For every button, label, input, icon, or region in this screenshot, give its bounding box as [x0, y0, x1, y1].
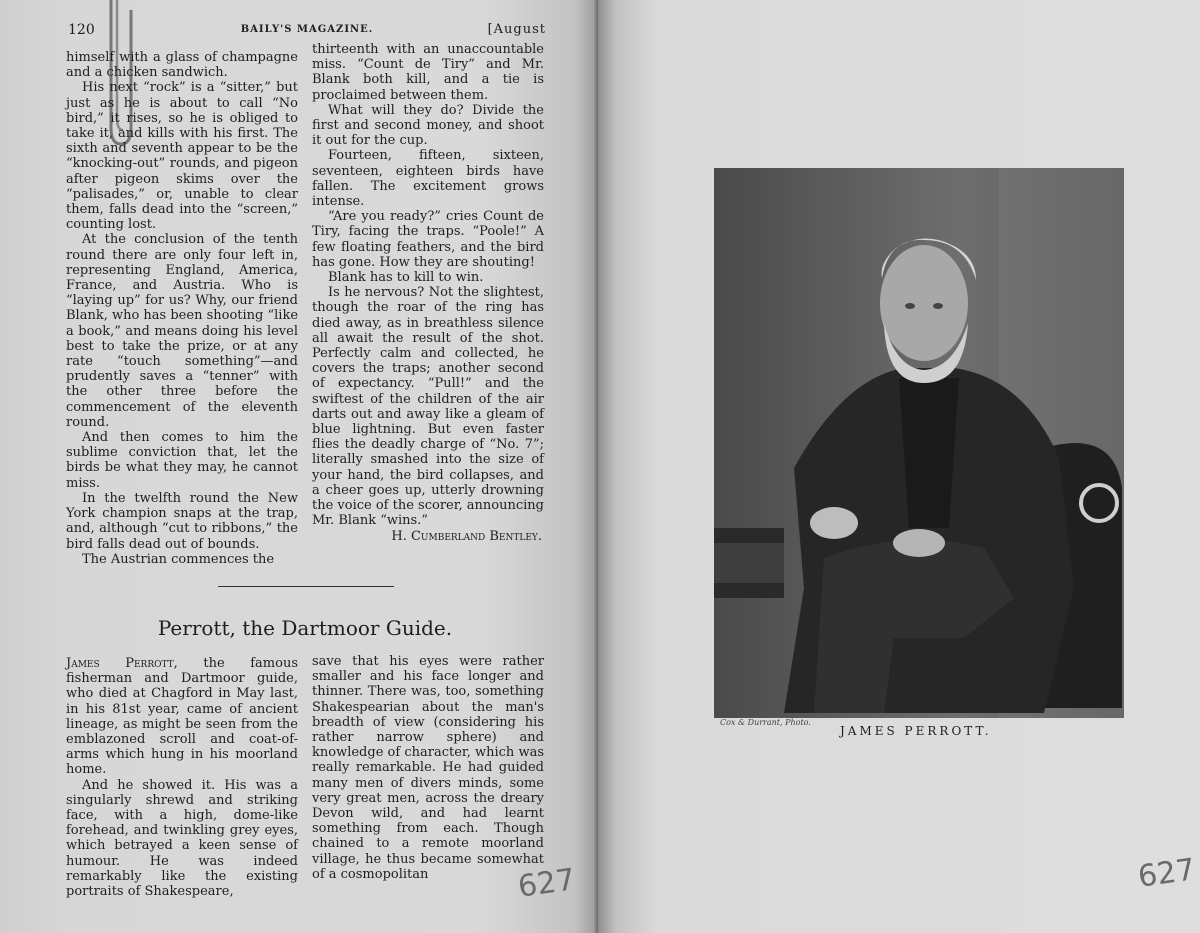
lead-name: James Perrott, [66, 656, 178, 671]
paragraph: “Are you ready?” cries Count de Tiry, facing the traps. “Poole!” A few floating feathers, and the bird has gone. How they are shouting! [312, 209, 544, 270]
magazine-title: BAILY'S MAGAZINE. [240, 24, 374, 35]
paragraph-text: the famous fisherman and Dartmoor guide, who died at Chagford in May last, in his 81st year, came of ancient lineage, as might be seen from the emblazoned scroll and coat-of-arms which hung in his moorland home. [66, 656, 298, 778]
section-divider [218, 586, 394, 587]
paragraph: The Austrian commences the [82, 551, 275, 567]
author-signature: H. Cumberland Bentley. [391, 528, 542, 544]
paragraph: Is he nervous? Not the slightest, though the roar of the ring has died away, as in breathless silence all await the result of the shot. Perfectly calm and collected, he covers the traps; another second of expectancy. “Pull!” and the swiftest of the children of the air darts out and away like a gleam of blue lightning. But even faster flies the deadly charge of “No. 7”; literally smashed into the size of your hand, the bird collapses, and a cheer goes up, utterly drowning the voice of the scorer, announcing Mr. Blank “wins.” [312, 285, 544, 529]
column-2 [312, 42, 544, 544]
pencil-annotation: 627 [1135, 852, 1198, 895]
month-label: [August [487, 22, 546, 37]
running-head [68, 22, 546, 42]
left-page [0, 0, 598, 933]
paragraph: At the conclusion of the tenth round there are only four left in, representing England, America, France, and Austria. Who is “laying up” for us? Why, our friend Blank, who has been shooting “like a book,” and means doing his level best to take the prize, or at any rate “touch something”—and prudently saves a “tenner” with the other three before the commencement of the eleventh round. [66, 232, 299, 430]
paragraph: thirteenth with an unaccountable miss. “Count de Tiry” and Mr. Blank both kill, and a tie is proclaimed between them. [312, 42, 544, 103]
photo-credit: Cox & Durrant, Photo. [720, 718, 811, 727]
paragraph: In the twelfth round the New York champion snaps at the trap, and, although “cut to ribbons,” the bird falls dead out of bounds. [66, 490, 298, 552]
column-3 [66, 656, 298, 899]
paragraph [66, 656, 298, 778]
article-title: Perrott, the Dartmoor Guide. [157, 616, 453, 640]
photo-caption: JAMES PERROTT. [840, 724, 992, 738]
column-4 [312, 654, 544, 882]
paragraph: Fourteen, fifteen, sixteen, seventeen, eighteen birds have fallen. The excitement grows intense. [312, 148, 544, 210]
paragraph: His next “rock” is a “sitter,” but just as he is about to call “No bird,” it rises, so he is obliged to take it, and kills with his first. The sixth and seventh appear to be the “knocking-out” rounds, and pigeon after pigeon skims over the “palisades,” or, unable to clear them, falls dead into the “screen,” counting lost. [66, 80, 298, 233]
paragraph: What will they do? Divide the first and second money, and shoot it out for the cup. [312, 102, 544, 149]
page-number: 120 [68, 22, 95, 38]
paragraph: Blank has to kill to win. [328, 270, 484, 286]
paragraph: save that his eyes were rather smaller and his face longer and thinner. There was, too, something Shakespearian about the man's breadth of view (considering his rather narrow sphere) and knowledge of character, which was really remarkable. He had guided many men of divers minds, some very great men, across the dreary Devon wild, and had learnt something from each. Though chained to a remote moorland village, he thus became somewhat of a cosmopolitan [312, 654, 544, 882]
paragraph: And then comes to him the sublime conviction that, let the birds be what they may, he cannot miss. [66, 430, 298, 491]
paragraph: And he showed it. His was a singularly shrewd and striking face, with a high, dome-like forehead, and twinkling grey eyes, which betrayed a keen sense of humour. He was indeed remarkably like the existing portraits of Shakespeare, [66, 777, 298, 900]
portrait-photo [714, 168, 1124, 718]
column-1 [66, 50, 298, 567]
paragraph: himself with a glass of champagne and a chicken sandwich. [66, 50, 298, 81]
pencil-annotation: 627 [515, 862, 578, 905]
